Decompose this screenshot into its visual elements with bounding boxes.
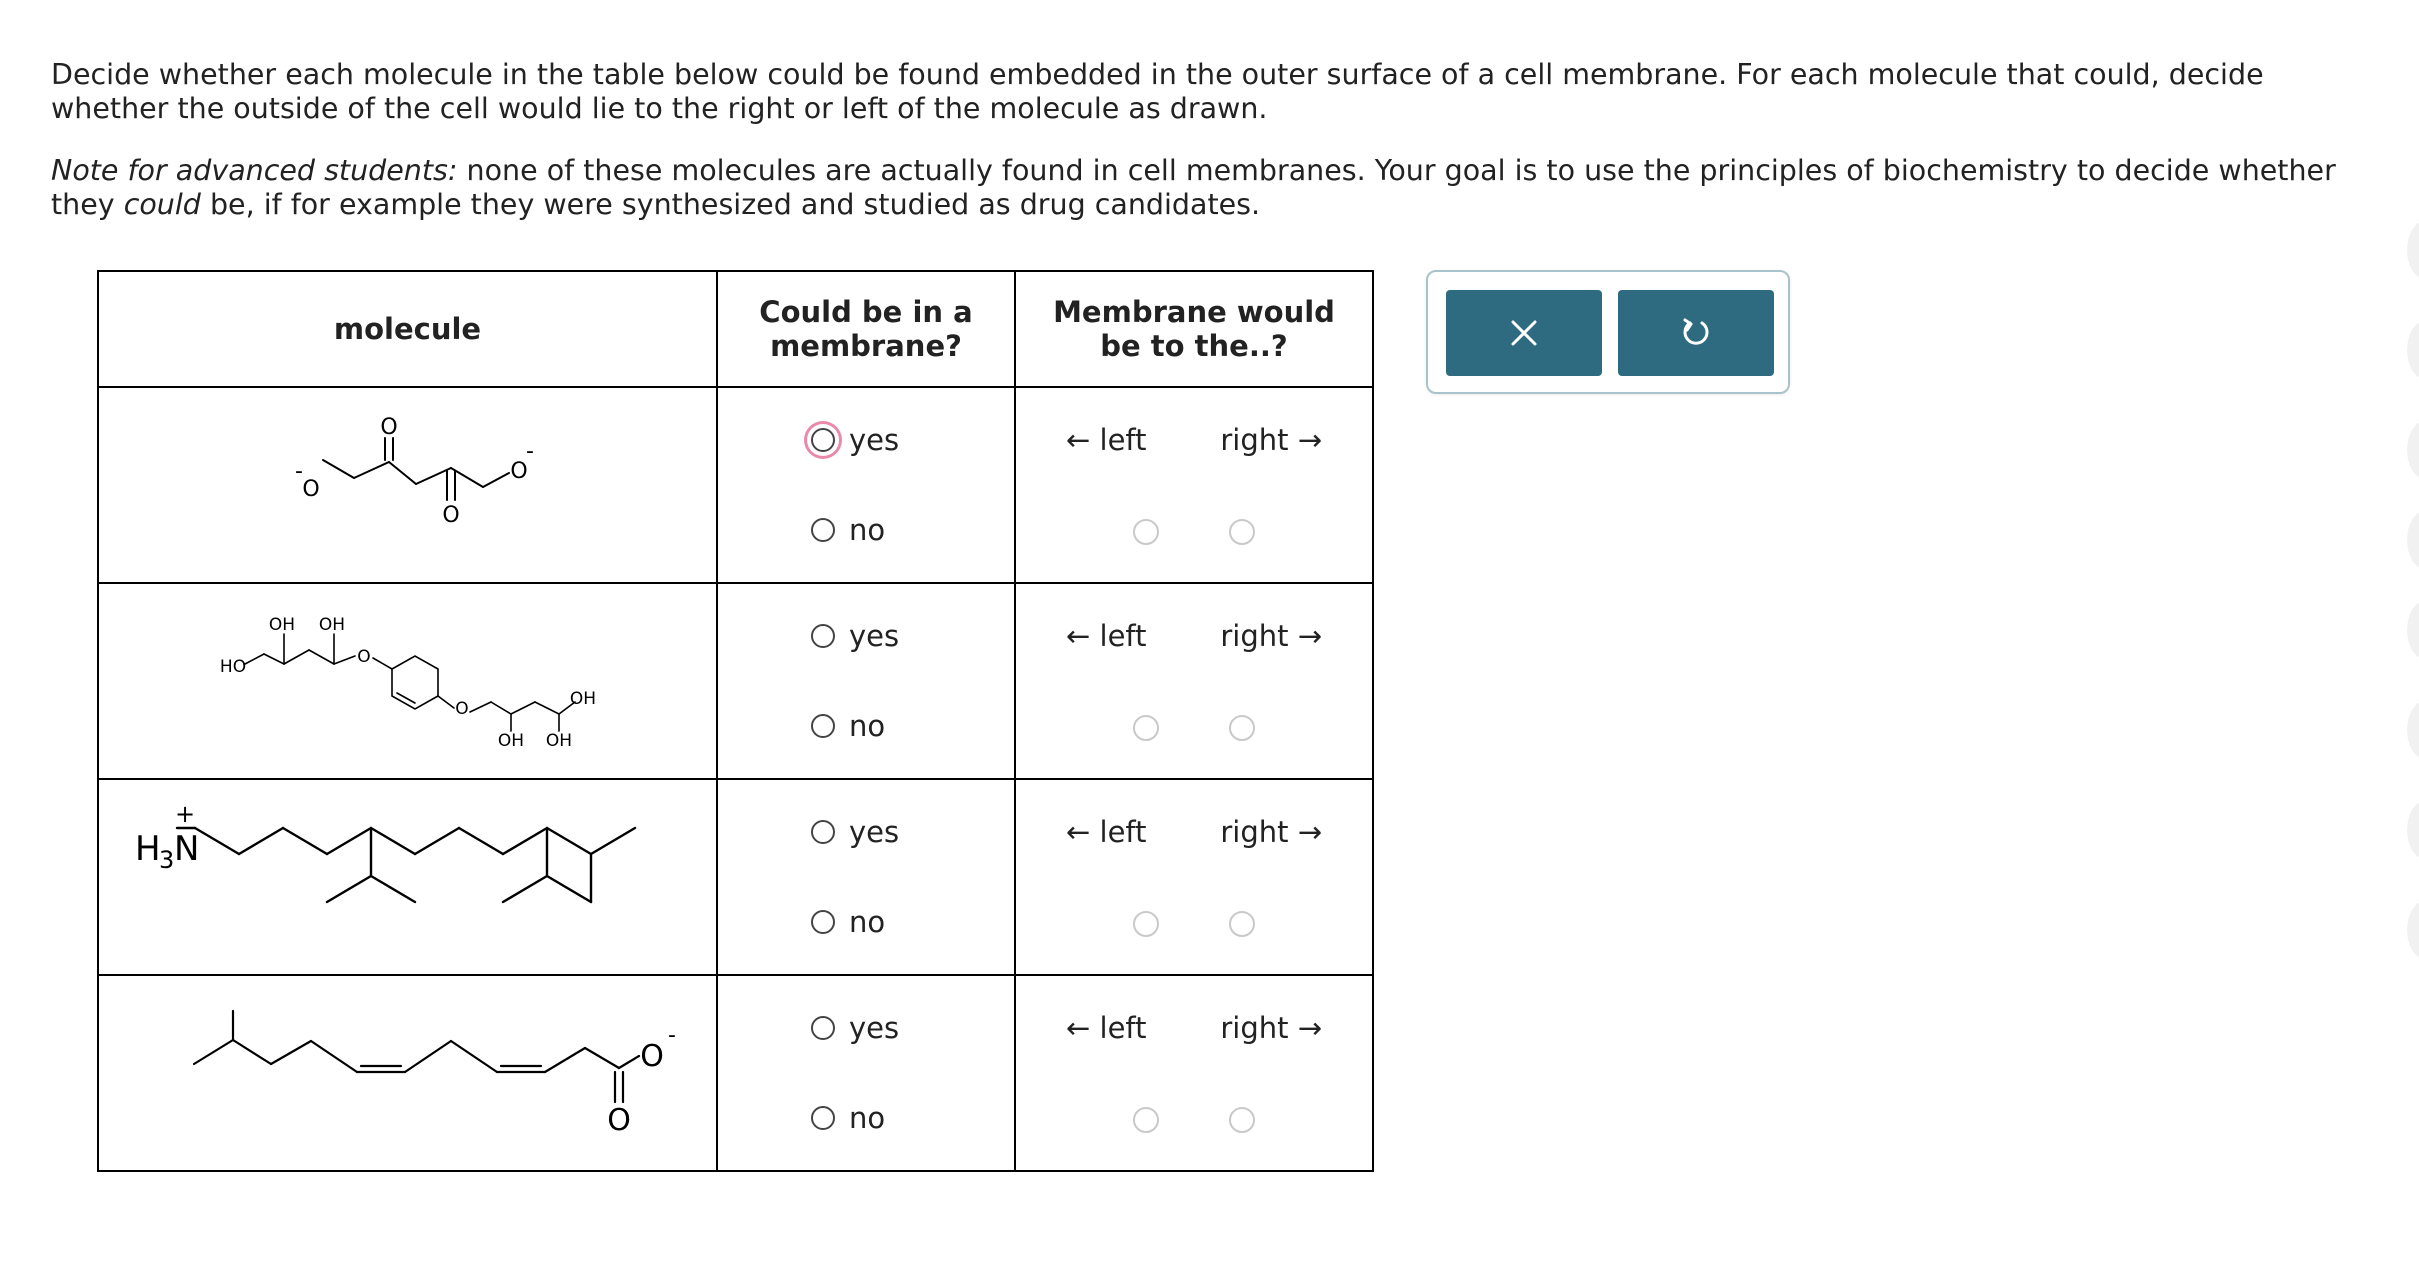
atom-label: HO bbox=[219, 657, 247, 677]
no-label-4: no bbox=[849, 1101, 886, 1135]
molecule-structure-4 bbox=[99, 976, 716, 1170]
membrane-choice-group-1 bbox=[718, 423, 1014, 547]
atom-label: N bbox=[174, 829, 200, 869]
side-choice-group-1 bbox=[1016, 423, 1372, 547]
yes-radio-2[interactable] bbox=[811, 624, 835, 648]
close-icon bbox=[1509, 318, 1539, 348]
side-choice-cell-1 bbox=[1015, 387, 1373, 583]
yes-label-2: yes bbox=[849, 619, 900, 653]
header-molecule: molecule bbox=[98, 271, 717, 387]
left-label-4: ← left bbox=[1066, 1011, 1147, 1045]
charge-label: - bbox=[295, 459, 303, 484]
yes-label-1: yes bbox=[849, 423, 900, 457]
advanced-note-text-2: be, if for example they were synthesized and studied as drug candidates. bbox=[200, 188, 1261, 221]
atom-subscript: 3 bbox=[159, 846, 175, 874]
yes-option-3[interactable] bbox=[811, 815, 921, 849]
side-choice-group-3 bbox=[1016, 815, 1372, 939]
right-radio-4[interactable] bbox=[1229, 1107, 1255, 1133]
atom-label: O bbox=[442, 503, 460, 528]
atom-label: O bbox=[302, 477, 320, 502]
side-labels-1 bbox=[1066, 423, 1322, 457]
left-label-1: ← left bbox=[1066, 423, 1147, 457]
charge-label: - bbox=[526, 439, 534, 464]
left-radio-4[interactable] bbox=[1133, 1107, 1159, 1133]
yes-option-4[interactable] bbox=[811, 1011, 921, 1045]
right-label-1: right → bbox=[1220, 423, 1322, 457]
table-row bbox=[98, 387, 1373, 583]
atom-label: OH bbox=[569, 689, 597, 709]
right-label-3: right → bbox=[1220, 815, 1322, 849]
side-choice-group-4 bbox=[1016, 1011, 1372, 1135]
side-labels-3 bbox=[1066, 815, 1322, 849]
yes-option-2[interactable] bbox=[811, 619, 921, 653]
undo-icon bbox=[1679, 316, 1713, 350]
left-label-3: ← left bbox=[1066, 815, 1147, 849]
edge-tab[interactable] bbox=[2407, 800, 2419, 860]
table-row bbox=[98, 583, 1373, 779]
atom-label: OH bbox=[497, 731, 525, 751]
molecule-cell-1 bbox=[98, 387, 717, 583]
molecule-structure-1 bbox=[99, 388, 716, 582]
no-radio-3[interactable] bbox=[811, 910, 835, 934]
membrane-choice-cell-2 bbox=[717, 583, 1015, 779]
yes-radio-1[interactable] bbox=[811, 428, 835, 452]
atom-label: O bbox=[607, 1103, 631, 1138]
no-radio-2[interactable] bbox=[811, 714, 835, 738]
right-radio-2[interactable] bbox=[1229, 715, 1255, 741]
left-radio-3[interactable] bbox=[1133, 911, 1159, 937]
no-radio-4[interactable] bbox=[811, 1106, 835, 1130]
edge-tab[interactable] bbox=[2407, 510, 2419, 570]
edge-tab[interactable] bbox=[2407, 600, 2419, 660]
molecule-cell-3 bbox=[98, 779, 717, 975]
charge-label: + bbox=[174, 800, 196, 828]
molecule-structure-3 bbox=[99, 780, 716, 974]
yes-label-3: yes bbox=[849, 815, 900, 849]
left-label-2: ← left bbox=[1066, 619, 1147, 653]
yes-label-4: yes bbox=[849, 1011, 900, 1045]
membrane-choice-group-4 bbox=[718, 1011, 1014, 1135]
table-row bbox=[98, 975, 1373, 1171]
molecule-cell-2 bbox=[98, 583, 717, 779]
side-choice-cell-3 bbox=[1015, 779, 1373, 975]
edge-tab[interactable] bbox=[2407, 320, 2419, 380]
no-option-2[interactable] bbox=[811, 709, 921, 743]
side-choice-cell-4 bbox=[1015, 975, 1373, 1171]
yes-radio-3[interactable] bbox=[811, 820, 835, 844]
no-option-3[interactable] bbox=[811, 905, 921, 939]
side-radios-4 bbox=[1133, 1107, 1255, 1135]
atom-label: O bbox=[357, 647, 371, 667]
edge-tab[interactable] bbox=[2407, 420, 2419, 480]
molecule-structure-2 bbox=[99, 584, 716, 778]
atom-label: O bbox=[455, 699, 469, 719]
membrane-choice-cell-3 bbox=[717, 779, 1015, 975]
right-label-2: right → bbox=[1220, 619, 1322, 653]
side-labels-4 bbox=[1066, 1011, 1322, 1045]
membrane-choice-cell-1 bbox=[717, 387, 1015, 583]
left-radio-1[interactable] bbox=[1133, 519, 1159, 545]
yes-option-1[interactable] bbox=[811, 423, 921, 457]
side-radios-3 bbox=[1133, 911, 1255, 939]
atom-label: OH bbox=[318, 615, 346, 635]
advanced-note-lead: Note for advanced students: bbox=[51, 154, 458, 187]
edge-tab[interactable] bbox=[2407, 700, 2419, 760]
edge-tab[interactable] bbox=[2407, 220, 2419, 280]
header-membrane-side bbox=[1015, 271, 1373, 387]
no-label-1: no bbox=[849, 513, 886, 547]
membrane-choice-cell-4 bbox=[717, 975, 1015, 1171]
right-label-4: right → bbox=[1220, 1011, 1322, 1045]
advanced-note-emphasis: could bbox=[123, 188, 201, 221]
header-membrane-side-text: Membrane would be to the..? bbox=[1053, 295, 1335, 363]
side-choice-cell-2 bbox=[1015, 583, 1373, 779]
no-radio-1[interactable] bbox=[811, 518, 835, 542]
advanced-note bbox=[51, 154, 2351, 222]
advanced-note-text-1: none of these molecules are actually found in cell membranes. Your goal is to use the principles of biochemistry to decide whether they bbox=[51, 154, 2336, 221]
molecule-table bbox=[97, 270, 1374, 1172]
no-label-2: no bbox=[849, 709, 886, 743]
no-label-3: no bbox=[849, 905, 886, 939]
undo-button[interactable] bbox=[1618, 290, 1774, 376]
header-could-be-in-membrane-text: Could be in a membrane? bbox=[759, 295, 973, 363]
molecule-cell-4 bbox=[98, 975, 717, 1171]
yes-radio-4[interactable] bbox=[811, 1016, 835, 1040]
no-option-1[interactable] bbox=[811, 513, 921, 547]
no-option-4[interactable] bbox=[811, 1101, 921, 1135]
atom-label: O bbox=[380, 415, 398, 440]
answer-toolbar bbox=[1426, 270, 1790, 394]
clear-button[interactable] bbox=[1446, 290, 1602, 376]
atom-label: OH bbox=[545, 731, 573, 751]
edge-tab[interactable] bbox=[2407, 900, 2419, 960]
left-radio-2[interactable] bbox=[1133, 715, 1159, 741]
charge-label: - bbox=[668, 1023, 676, 1048]
atom-label: O bbox=[510, 459, 528, 484]
side-radios-2 bbox=[1133, 715, 1255, 743]
header-could-be-in-membrane bbox=[717, 271, 1015, 387]
membrane-choice-group-3 bbox=[718, 815, 1014, 939]
instruction-text: Decide whether each molecule in the table below could be found embedded in the outer surface of a cell membrane. For each molecule that could, decide whether the outside of the cell would lie to the right or left of the molecule as drawn. bbox=[51, 58, 2264, 125]
right-radio-1[interactable] bbox=[1229, 519, 1255, 545]
atom-label: H bbox=[135, 829, 161, 869]
instructions bbox=[51, 58, 2351, 250]
right-radio-3[interactable] bbox=[1229, 911, 1255, 937]
atom-label: O bbox=[640, 1039, 664, 1074]
table-row bbox=[98, 779, 1373, 975]
table-header-row bbox=[98, 271, 1373, 387]
membrane-choice-group-2 bbox=[718, 619, 1014, 743]
side-labels-2 bbox=[1066, 619, 1322, 653]
side-choice-group-2 bbox=[1016, 619, 1372, 743]
atom-label: OH bbox=[268, 615, 296, 635]
side-radios-1 bbox=[1133, 519, 1255, 547]
